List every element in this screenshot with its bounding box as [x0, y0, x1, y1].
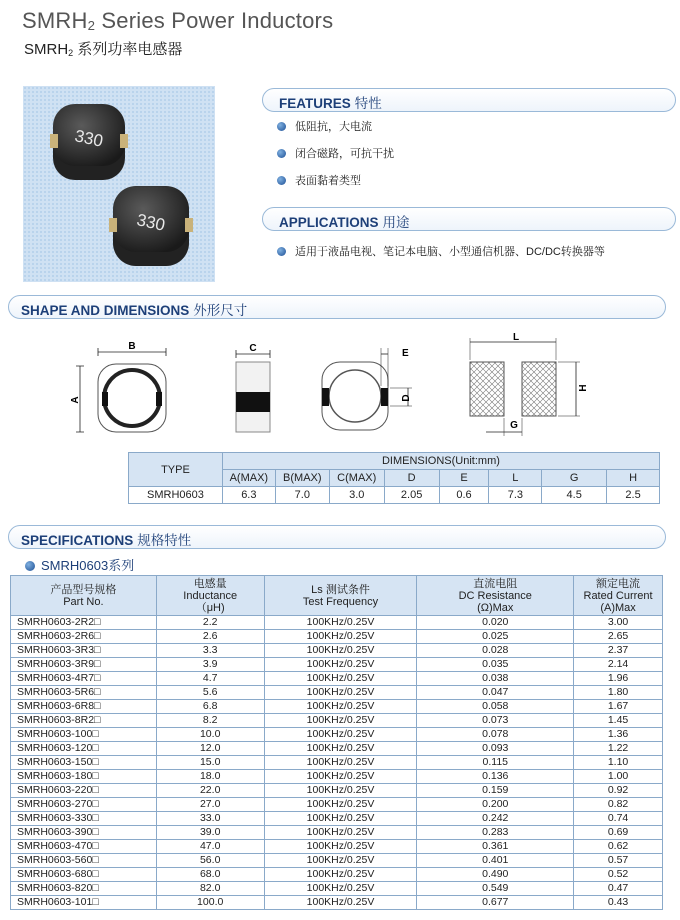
table-row [11, 770, 663, 784]
dim-value-cell: 2.05 [384, 487, 439, 504]
part-number-cell: SMRH0603-560□ [11, 854, 157, 868]
current-cell: 1.96 [574, 672, 663, 686]
inductance-cell: 4.7 [156, 672, 264, 686]
product-photo [23, 86, 215, 282]
list-item: 低阻抗，大电流 [277, 120, 394, 147]
inductance-cell: 100.0 [156, 896, 264, 910]
frequency-cell: 100KHz/0.25V [264, 840, 417, 854]
frequency-cell: 100KHz/0.25V [264, 644, 417, 658]
bullet-icon [277, 149, 286, 158]
table-row [11, 882, 663, 896]
current-cell: 0.47 [574, 882, 663, 896]
dim-label-c: C [249, 343, 257, 354]
frequency-cell: 100KHz/0.25V [264, 658, 417, 672]
current-cell: 1.45 [574, 714, 663, 728]
part-number-cell: SMRH0603-220□ [11, 784, 157, 798]
dcr-cell: 0.073 [417, 714, 574, 728]
frequency-cell: 100KHz/0.25V [264, 756, 417, 770]
frequency-cell: 100KHz/0.25V [264, 798, 417, 812]
dim-col-header: G [542, 470, 607, 487]
dcr-cell: 0.136 [417, 770, 574, 784]
table-row [11, 896, 663, 910]
applications-list [277, 245, 605, 272]
inductor-marking-2: 330 [135, 210, 167, 235]
inductance-cell: 33.0 [156, 812, 264, 826]
table-row [11, 686, 663, 700]
inductance-cell: 27.0 [156, 798, 264, 812]
frequency-cell: 100KHz/0.25V [264, 784, 417, 798]
frequency-cell: 100KHz/0.25V [264, 742, 417, 756]
inductor-1 [50, 104, 128, 180]
current-cell: 0.57 [574, 854, 663, 868]
dim-label-g: G [510, 420, 518, 431]
table-row [129, 487, 660, 504]
col-header-inductance: 电感量 Inductance （μH) [156, 576, 264, 616]
dim-value-cell: 2.5 [607, 487, 660, 504]
current-cell: 0.74 [574, 812, 663, 826]
page-title: $SMRH_2$ Series Power Inductors [22, 8, 334, 33]
table-header-row [11, 576, 663, 616]
inductance-cell: 2.6 [156, 630, 264, 644]
col-header-frequency: Ls 测试条件 Test Frequency [264, 576, 417, 616]
dcr-cell: 0.058 [417, 700, 574, 714]
dcr-cell: 0.025 [417, 630, 574, 644]
frequency-cell: 100KHz/0.25V [264, 868, 417, 882]
dimensions-table [128, 452, 660, 504]
bullet-icon [277, 122, 286, 131]
bottom-view-drawing [316, 340, 426, 440]
dim-col-header: A(MAX) [222, 470, 275, 487]
table-row [11, 868, 663, 882]
part-number-cell: SMRH0603-5R6□ [11, 686, 157, 700]
dim-value-cell: 0.6 [439, 487, 489, 504]
dim-value-cell: 7.3 [489, 487, 542, 504]
inductance-cell: 6.8 [156, 700, 264, 714]
part-number-cell: SMRH0603-180□ [11, 770, 157, 784]
inductance-cell: 68.0 [156, 868, 264, 882]
current-cell: 1.10 [574, 756, 663, 770]
dcr-cell: 0.677 [417, 896, 574, 910]
col-header-part: 产品型号规格 Part No. [11, 576, 157, 616]
table-row [11, 798, 663, 812]
dim-value-cell: 3.0 [329, 487, 384, 504]
inductor-marking-1: 330 [73, 126, 105, 151]
inductance-cell: 22.0 [156, 784, 264, 798]
table-row [11, 812, 663, 826]
dim-col-header: L [489, 470, 542, 487]
series-title: SMRH0603系列 [25, 555, 134, 574]
frequency-cell: 100KHz/0.25V [264, 812, 417, 826]
frequency-cell: 100KHz/0.25V [264, 770, 417, 784]
inductance-cell: 18.0 [156, 770, 264, 784]
table-row [11, 644, 663, 658]
part-number-cell: SMRH0603-8R2□ [11, 714, 157, 728]
frequency-cell: 100KHz/0.25V [264, 882, 417, 896]
part-number-cell: SMRH0603-101□ [11, 896, 157, 910]
table-row [11, 742, 663, 756]
applications-heading: APPLICATIONS 用途 [262, 207, 676, 231]
frequency-cell: 100KHz/0.25V [264, 686, 417, 700]
part-number-cell: SMRH0603-2R2□ [11, 616, 157, 630]
dim-value-cell: 7.0 [275, 487, 329, 504]
top-view-drawing [60, 338, 180, 438]
current-cell: 0.52 [574, 868, 663, 882]
list-item: 适用于液晶电视、笔记本电脑、小型通信机器、DC/DC转换器等 [277, 245, 605, 272]
dim-col-header: E [439, 470, 489, 487]
inductance-cell: 3.9 [156, 658, 264, 672]
current-cell: 0.62 [574, 840, 663, 854]
features-heading: FEATURES 特性 [262, 88, 676, 112]
part-number-cell: SMRH0603-2R6□ [11, 630, 157, 644]
features-list [277, 120, 394, 201]
dcr-cell: 0.549 [417, 882, 574, 896]
current-cell: 0.92 [574, 784, 663, 798]
dim-label-d: D [401, 394, 412, 402]
dcr-cell: 0.401 [417, 854, 574, 868]
inductor-photo-illustration [23, 86, 215, 282]
inductance-cell: 5.6 [156, 686, 264, 700]
table-row [11, 700, 663, 714]
table-row [11, 826, 663, 840]
current-cell: 1.22 [574, 742, 663, 756]
current-cell: 0.69 [574, 826, 663, 840]
current-cell: 3.00 [574, 616, 663, 630]
part-number-cell: SMRH0603-4R7□ [11, 672, 157, 686]
specifications-table-body [11, 616, 663, 910]
dim-type-header: TYPE [129, 453, 223, 487]
bullet-icon [277, 247, 286, 256]
dcr-cell: 0.159 [417, 784, 574, 798]
current-cell: 2.14 [574, 658, 663, 672]
current-cell: 1.67 [574, 700, 663, 714]
dcr-cell: 0.028 [417, 644, 574, 658]
frequency-cell: 100KHz/0.25V [264, 896, 417, 910]
current-cell: 2.65 [574, 630, 663, 644]
list-item: 表面黏着类型 [277, 174, 394, 201]
table-row [11, 728, 663, 742]
inductance-cell: 10.0 [156, 728, 264, 742]
list-item: 闭合磁路，可抗干扰 [277, 147, 394, 174]
dim-label-l: L [512, 332, 520, 343]
current-cell: 0.43 [574, 896, 663, 910]
dim-type-cell: SMRH0603 [129, 487, 223, 504]
dcr-cell: 0.020 [417, 616, 574, 630]
inductance-cell: 47.0 [156, 840, 264, 854]
part-number-cell: SMRH0603-270□ [11, 798, 157, 812]
dim-label-e: E [402, 348, 409, 359]
dim-value-cell: 6.3 [222, 487, 275, 504]
dim-value-cell: 4.5 [542, 487, 607, 504]
inductance-cell: 39.0 [156, 826, 264, 840]
part-number-cell: SMRH0603-6R8□ [11, 700, 157, 714]
dcr-cell: 0.047 [417, 686, 574, 700]
inductance-cell: 82.0 [156, 882, 264, 896]
frequency-cell: 100KHz/0.25V [264, 728, 417, 742]
frequency-cell: 100KHz/0.25V [264, 854, 417, 868]
dcr-cell: 0.115 [417, 756, 574, 770]
table-row [11, 714, 663, 728]
bullet-icon [277, 176, 286, 185]
table-row [11, 854, 663, 868]
current-cell: 0.82 [574, 798, 663, 812]
table-row [11, 616, 663, 630]
specifications-table [10, 575, 663, 910]
col-header-current: 额定电流 Rated Current (A)Max [574, 576, 663, 616]
part-number-cell: SMRH0603-820□ [11, 882, 157, 896]
dim-label-a: A [70, 396, 81, 404]
dcr-cell: 0.490 [417, 868, 574, 882]
current-cell: 1.00 [574, 770, 663, 784]
part-number-cell: SMRH0603-470□ [11, 840, 157, 854]
frequency-cell: 100KHz/0.25V [264, 616, 417, 630]
dcr-cell: 0.038 [417, 672, 574, 686]
page-subtitle: $SMRH_2$ 系列功率电感器 [24, 41, 183, 58]
inductor-2 [109, 186, 193, 266]
bullet-icon [25, 561, 35, 571]
part-number-cell: SMRH0603-150□ [11, 756, 157, 770]
inductance-cell: 2.2 [156, 616, 264, 630]
inductance-cell: 15.0 [156, 756, 264, 770]
dcr-cell: 0.200 [417, 798, 574, 812]
shape-dimensions-heading: SHAPE AND DIMENSIONS 外形尺寸 [8, 295, 666, 319]
current-cell: 1.80 [574, 686, 663, 700]
inductance-cell: 3.3 [156, 644, 264, 658]
table-row [11, 672, 663, 686]
frequency-cell: 100KHz/0.25V [264, 700, 417, 714]
dim-col-header: C(MAX) [329, 470, 384, 487]
frequency-cell: 100KHz/0.25V [264, 826, 417, 840]
frequency-cell: 100KHz/0.25V [264, 630, 417, 644]
table-row [11, 658, 663, 672]
dcr-cell: 0.035 [417, 658, 574, 672]
inductance-cell: 8.2 [156, 714, 264, 728]
specifications-heading: SPECIFICATIONS 规格特性 [8, 525, 666, 549]
inductance-cell: 56.0 [156, 854, 264, 868]
part-number-cell: SMRH0603-100□ [11, 728, 157, 742]
dcr-cell: 0.242 [417, 812, 574, 826]
dcr-cell: 0.283 [417, 826, 574, 840]
part-number-cell: SMRH0603-330□ [11, 812, 157, 826]
table-row [11, 840, 663, 854]
part-number-cell: SMRH0603-680□ [11, 868, 157, 882]
table-row [11, 784, 663, 798]
col-header-dcr: 直流电阻 DC Resistance (Ω)Max [417, 576, 574, 616]
part-number-cell: SMRH0603-3R9□ [11, 658, 157, 672]
current-cell: 2.37 [574, 644, 663, 658]
dim-col-header: D [384, 470, 439, 487]
table-row [11, 756, 663, 770]
inductance-cell: 12.0 [156, 742, 264, 756]
dcr-cell: 0.361 [417, 840, 574, 854]
dim-group-header: DIMENSIONS(Unit:mm) [222, 453, 659, 470]
frequency-cell: 100KHz/0.25V [264, 672, 417, 686]
dcr-cell: 0.093 [417, 742, 574, 756]
part-number-cell: SMRH0603-120□ [11, 742, 157, 756]
part-number-cell: SMRH0603-390□ [11, 826, 157, 840]
table-row [11, 630, 663, 644]
dim-label-h: H [578, 384, 589, 392]
part-number-cell: SMRH0603-3R3□ [11, 644, 157, 658]
dim-label-b: B [128, 341, 136, 352]
dim-col-header: B(MAX) [275, 470, 329, 487]
land-pattern-drawing [456, 330, 596, 442]
frequency-cell: 100KHz/0.25V [264, 714, 417, 728]
dcr-cell: 0.078 [417, 728, 574, 742]
side-view-drawing [224, 340, 284, 440]
dim-col-header: H [607, 470, 660, 487]
current-cell: 1.36 [574, 728, 663, 742]
